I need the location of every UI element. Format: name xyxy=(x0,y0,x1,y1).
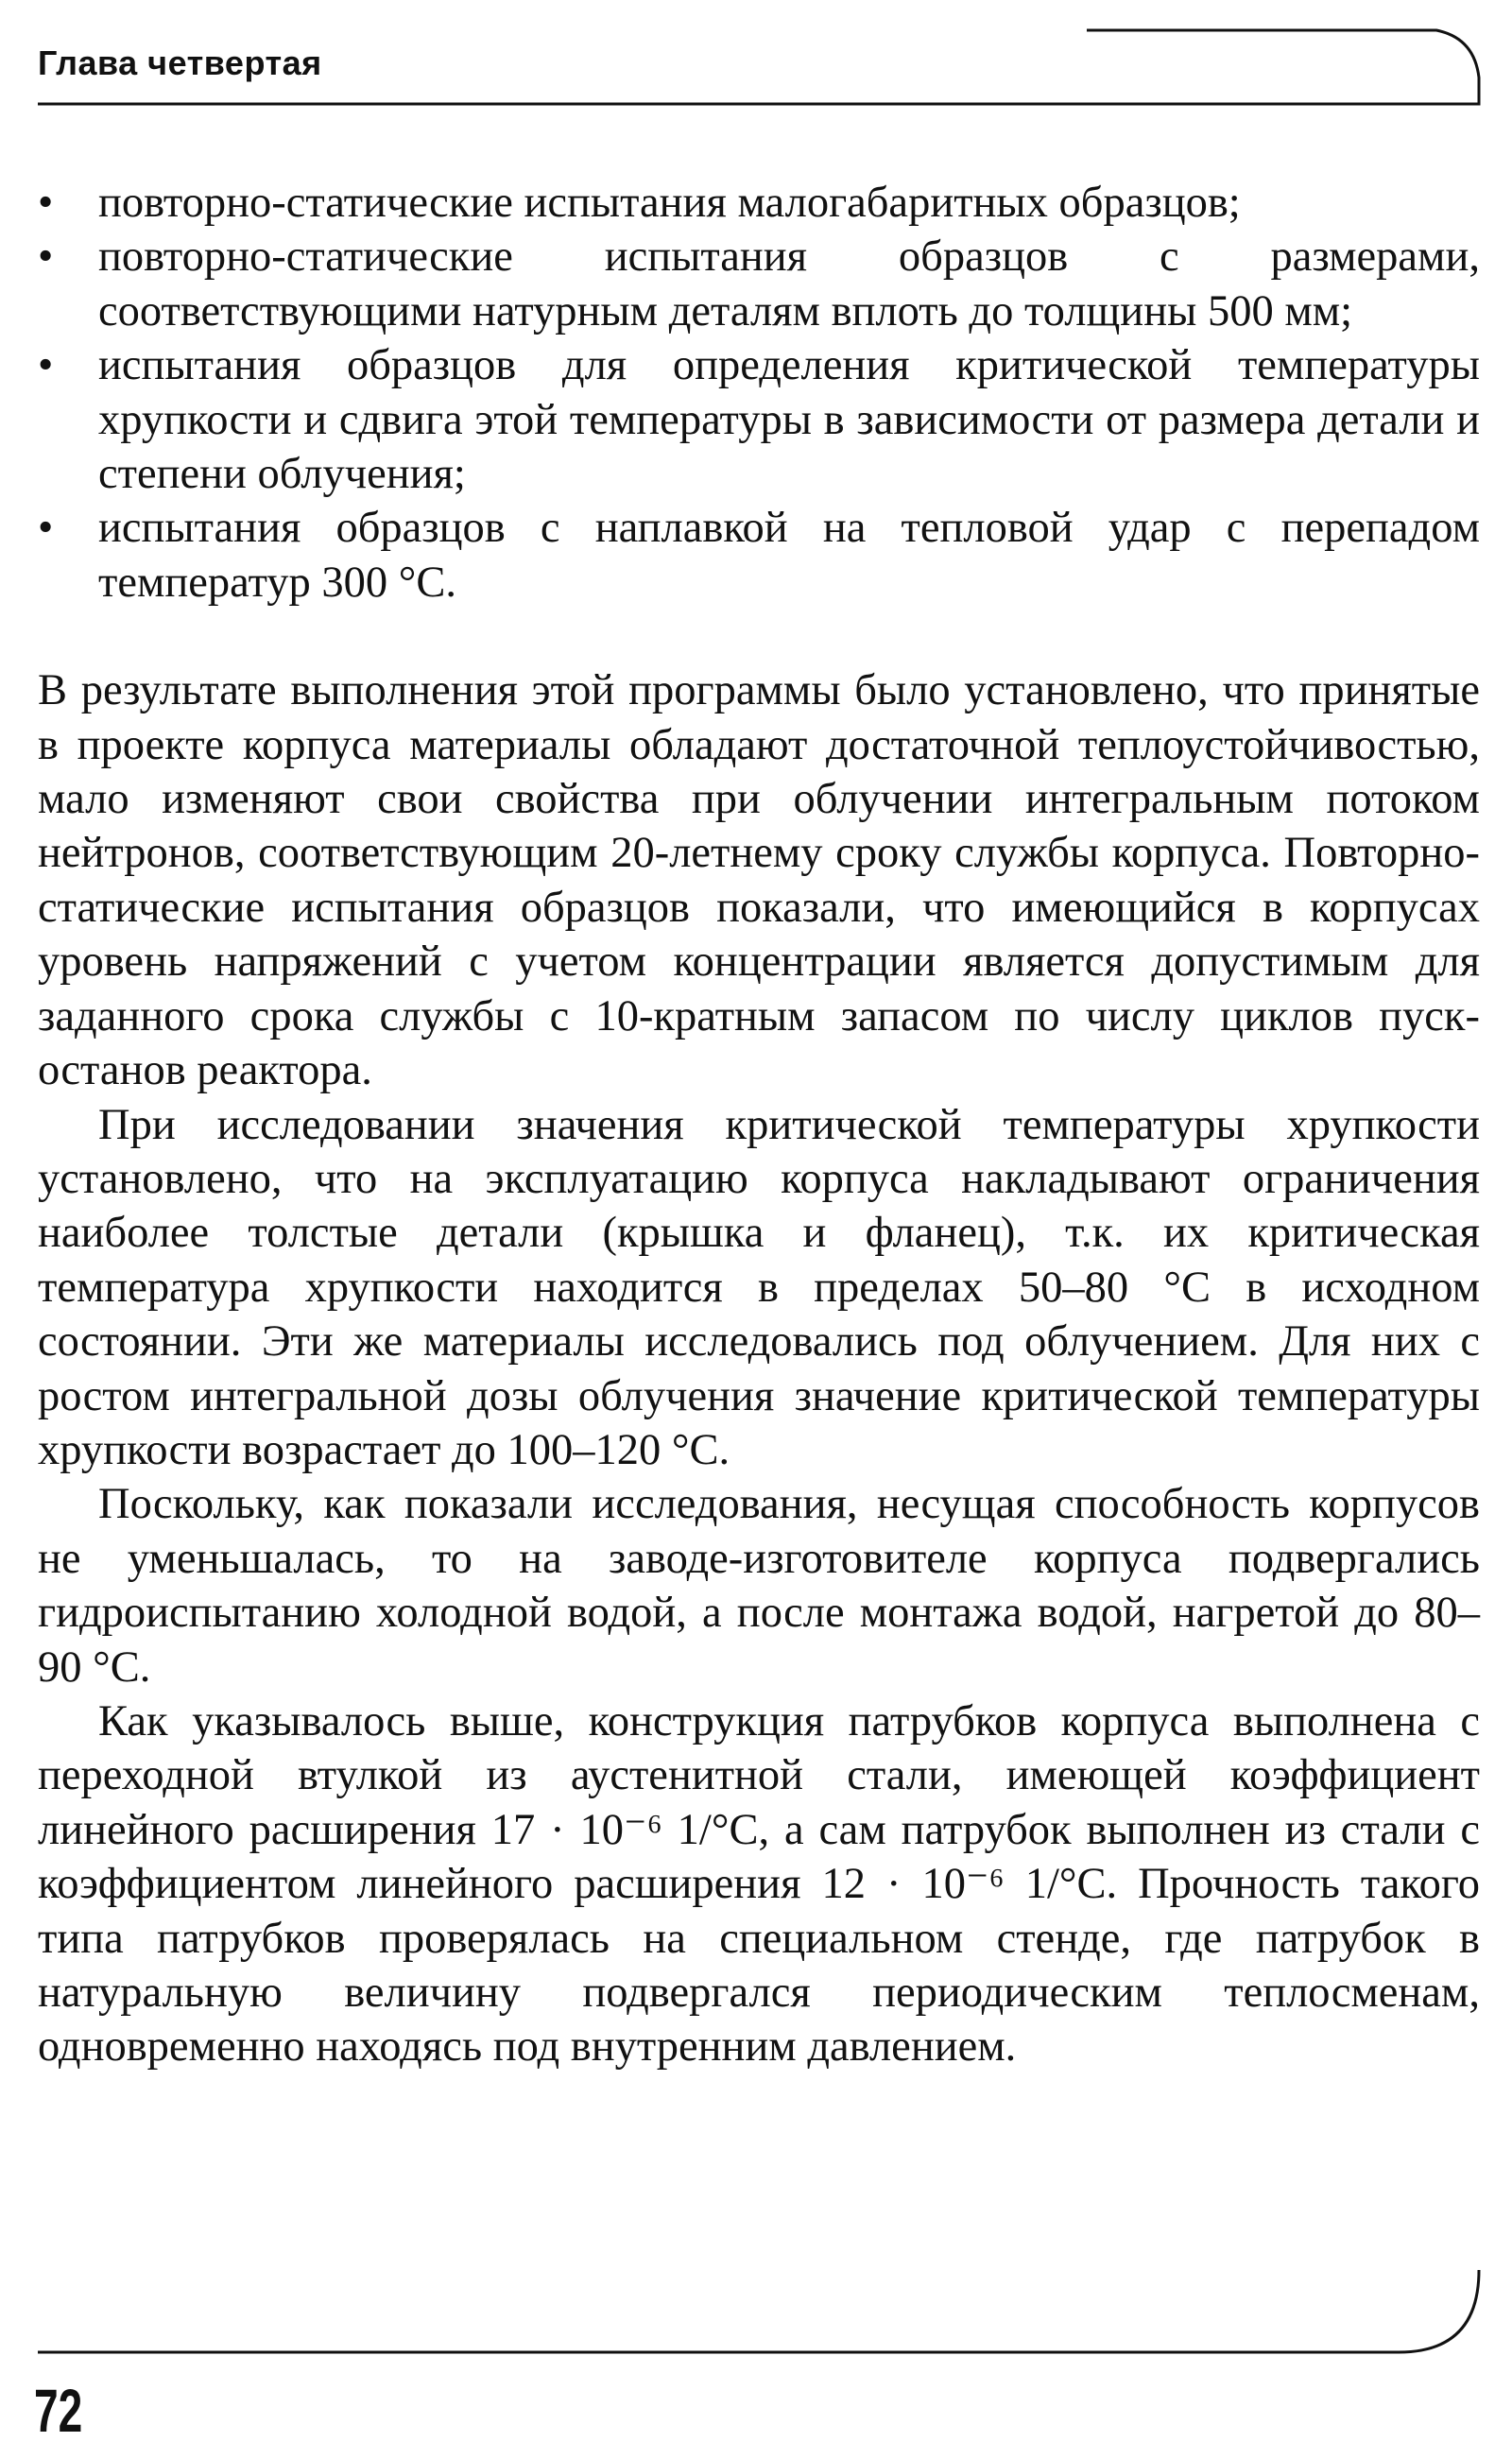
main-text xyxy=(38,176,1480,2074)
paragraph-hydrotest: Поскольку, как показали исследования, несущая способность корпусов не уменьшалась, то на заводе-изготовителе корпуса подвергались гидроиспытанию холодной водой, а после монтажа водой, нагретой до 80–90 °С. xyxy=(38,1480,1480,1692)
list-item xyxy=(38,176,1480,230)
list-item-text: испытания образцов для определения критической температуры хрупкости и сдвига этой температуры в зависимости от размера детали и степени облучения; xyxy=(98,341,1480,499)
list-item-text: повторно-статические испытания малогабаритных образцов; xyxy=(98,179,1241,227)
footer-rule xyxy=(38,2270,1479,2352)
list-item-text: испытания образцов с наплавкой на тепловой удар с перепадом температур 300 °С. xyxy=(98,504,1480,607)
bullet-marker: • xyxy=(38,232,54,282)
test-list xyxy=(38,176,1480,610)
chapter-title: Глава четвертая xyxy=(38,43,322,82)
list-item xyxy=(38,230,1480,338)
paragraph-nozzles: Как указывалось выше, конструкция патрубков корпуса выполнена с переходной втулкой из аустенитной стали, имеющей коэффициент линейного расширения 17 · 10⁻⁶ 1/°С, а сам патрубок выполнен из стали с коэффициентом линейного расширения 12 · 10⁻⁶ 1/°С. Прочность такого типа патрубков проверялась на специальном стенде, где патрубок в натуральную величину подвергался периодическим теплосменам, одновременно находясь под внутренним давлением. xyxy=(38,1696,1480,2072)
list-item xyxy=(38,501,1480,610)
page-number: 72 xyxy=(34,2377,83,2445)
bullet-marker: • xyxy=(38,504,54,553)
list-item-text: повторно-статические испытания образцов с размерами, соответствующими натурным деталям вплоть до толщины 500 мм; xyxy=(98,232,1480,335)
paragraph-results: В результате выполнения этой программы было установлено, что принятые в проекте корпуса материалы обладают достаточной теплоустойчивостью, мало изменяют свои свойства при облучении интегральным потоком нейтронов, соответствующим 20-летнему сроку службы корпуса. Повторно-статические испытания образцов показали, что имеющийся в корпусах уровень напряжений с учетом концентрации является допустимым для заданного срока службы с 10-кратным запасом по числу циклов пуск-останов реактора. xyxy=(38,666,1480,1095)
list-item xyxy=(38,338,1480,501)
bullet-marker: • xyxy=(38,341,54,390)
paragraph-brittleness: При исследовании значения критической температуры хрупкости установлено, что на эксплуатацию корпуса накладывают ограничения наиболее толстые детали (крышка и фланец), т.к. их критическая температура хрупкости находится в пределах 50–80 °С в исходном состоянии. Эти же материалы исследовались под облучением. Для них с ростом интегральной дозы облучения значение критической температуры хрупкости возрастает до 100–120 °С. xyxy=(38,1100,1480,1474)
bullet-marker: • xyxy=(38,179,54,227)
